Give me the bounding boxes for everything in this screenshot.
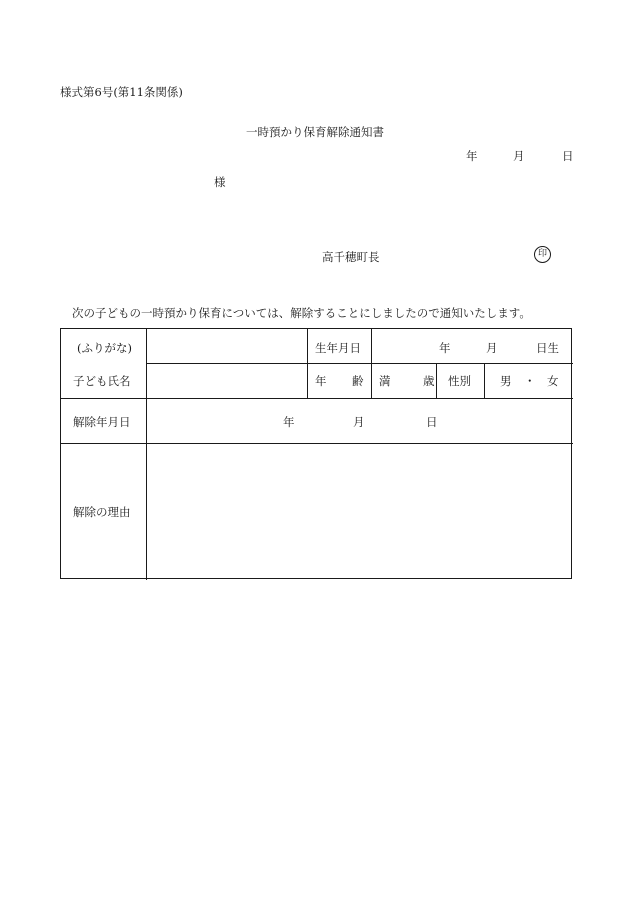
birth-month: 月 xyxy=(486,341,498,355)
document-title: 一時預かり保育解除通知書 xyxy=(246,125,384,139)
cancel-date-label: 解除年月日 xyxy=(73,415,131,429)
full-age-1: 満 xyxy=(379,374,391,388)
notice-text: 次の子どもの一時預かり保育については、解除することにしましたので通知いたします。 xyxy=(72,306,531,320)
child-name-input[interactable] xyxy=(147,364,306,398)
furigana-label: (ふりがな) xyxy=(77,341,132,355)
sex-female[interactable]: 女 xyxy=(547,374,559,388)
cancel-month: 月 xyxy=(353,415,365,429)
child-name-label: 子ども氏名 xyxy=(73,374,131,388)
birthdate-label: 生年月日 xyxy=(315,341,361,355)
date-year: 年 xyxy=(466,149,478,163)
cancel-year: 年 xyxy=(283,415,295,429)
sex-male[interactable]: 男 xyxy=(500,374,512,388)
age-label-2: 齢 xyxy=(352,374,364,388)
full-age-2: 歳 xyxy=(423,374,435,388)
age-label-1: 年 xyxy=(315,374,327,388)
birth-day: 日生 xyxy=(536,341,559,355)
recipient-suffix: 様 xyxy=(214,175,226,189)
sex-label: 性別 xyxy=(448,374,471,388)
reason-input[interactable] xyxy=(147,444,572,579)
notice-table xyxy=(60,328,572,579)
birth-year: 年 xyxy=(439,341,451,355)
sex-dot: ・ xyxy=(524,374,536,388)
date-month: 月 xyxy=(513,149,525,163)
reason-label: 解除の理由 xyxy=(73,505,131,519)
issuer: 高千穂町長 xyxy=(322,250,380,264)
date-day: 日 xyxy=(562,149,574,163)
form-number: 様式第6号(第11条関係) xyxy=(60,85,183,99)
cancel-day: 日 xyxy=(426,415,438,429)
seal-mark: 印 xyxy=(534,246,551,263)
furigana-input[interactable] xyxy=(147,329,306,363)
